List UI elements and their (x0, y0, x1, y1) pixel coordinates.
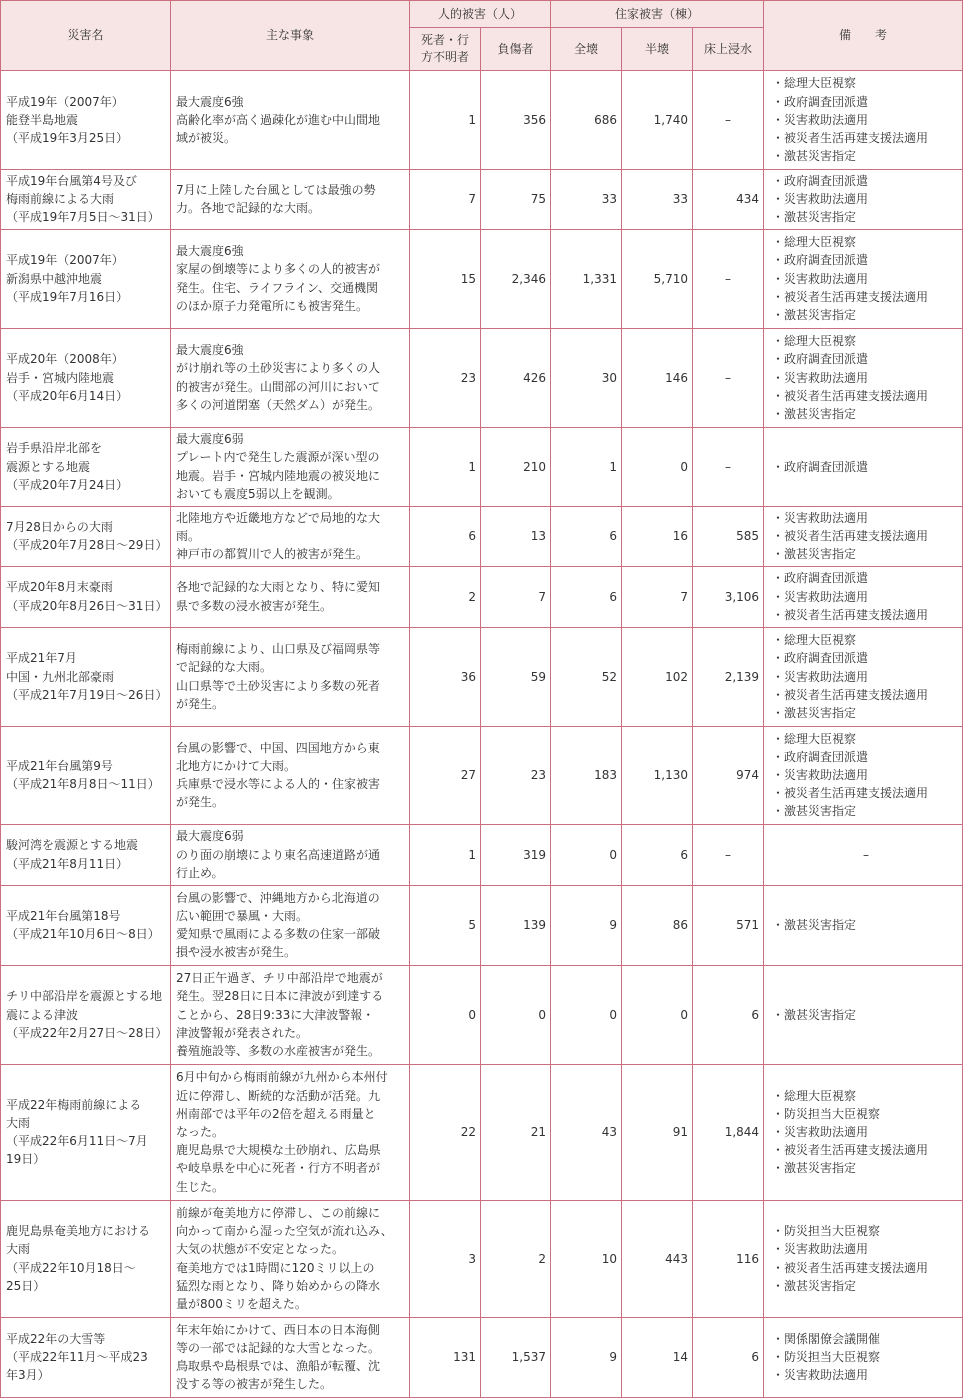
total-destroyed-cell: 1,331 (551, 229, 622, 328)
disaster-name-cell: 平成21年台風第18号 （平成21年10月6日～8日） (1, 885, 171, 965)
header-total-destroyed: 全壊 (551, 28, 622, 71)
half-destroyed-cell: 7 (622, 566, 693, 627)
injured-cell: 356 (481, 71, 551, 170)
note-item: ・災害救助法適用 (772, 669, 869, 684)
table-header (1, 1, 963, 71)
table-row (1, 328, 963, 427)
floor-flooding-cell: – (693, 824, 764, 885)
injured-cell: 210 (481, 427, 551, 506)
header-notes: 備 考 (764, 1, 963, 71)
table-row (1, 229, 963, 328)
main-event-cell: 梅雨前線により、山口県及び福岡県等 で記録的な大雨。 山口県等で土砂災害により多数の死者 が発生。 (171, 627, 410, 726)
total-destroyed-cell: 6 (551, 566, 622, 627)
table-row (1, 506, 963, 566)
floor-flooding-cell: – (693, 328, 764, 427)
main-event-cell: 最大震度6弱 のり面の崩壊により東名高速道路が通 行止め。 (171, 824, 410, 885)
floor-flooding-cell: 974 (693, 726, 764, 824)
header-floor-flooding: 床上浸水 (693, 28, 764, 71)
injured-cell: 426 (481, 328, 551, 427)
half-destroyed-cell: 1,740 (622, 71, 693, 170)
disaster-name-cell: チリ中部沿岸を震源とする地 震による津波 （平成22年2月27日～28日） (1, 965, 171, 1064)
half-destroyed-cell: 443 (622, 1200, 693, 1317)
half-destroyed-cell: 0 (622, 965, 693, 1064)
injured-cell: 23 (481, 726, 551, 824)
injured-cell: 7 (481, 566, 551, 627)
main-event-cell: 最大震度6強 がけ崩れ等の土砂災害により多くの人 的被害が発生。山間部の河川において 多くの河道閉塞（天然ダム）が発生。 (171, 328, 410, 427)
notes-cell (764, 726, 963, 824)
notes-cell (764, 566, 963, 627)
total-destroyed-cell: 6 (551, 506, 622, 566)
injured-cell: 59 (481, 627, 551, 726)
note-item: ・災害救助法適用 (772, 589, 869, 604)
header-house-damage: 住家被害（棟） (551, 1, 764, 28)
total-destroyed-cell: 0 (551, 965, 622, 1064)
notes-cell (764, 1317, 963, 1397)
half-destroyed-cell: 0 (622, 427, 693, 506)
half-destroyed-cell: 91 (622, 1064, 693, 1200)
table-row (1, 824, 963, 885)
total-destroyed-cell: 686 (551, 71, 622, 170)
notes-cell (764, 627, 963, 726)
dead-missing-cell: 7 (410, 170, 481, 230)
dead-missing-cell: 22 (410, 1064, 481, 1200)
dead-missing-cell: 15 (410, 229, 481, 328)
dead-missing-cell: 3 (410, 1200, 481, 1317)
total-destroyed-cell: 30 (551, 328, 622, 427)
note-item: ・被災者生活再建支援法適用 (772, 131, 929, 146)
note-item: ・被災者生活再建支援法適用 (772, 786, 929, 801)
note-item: ・防災担当大臣視察 (772, 1106, 881, 1121)
main-event-cell: 最大震度6強 高齢化率が高く過疎化が進む中山間地 域が被災。 (171, 71, 410, 170)
dead-missing-cell: 23 (410, 328, 481, 427)
injured-cell: 2,346 (481, 229, 551, 328)
note-item: ・総理大臣視察 (772, 334, 857, 349)
floor-flooding-cell: 6 (693, 965, 764, 1064)
note-item: ・被災者生活再建支援法適用 (772, 289, 929, 304)
disaster-name-cell: 平成21年7月 中国・九州北部豪雨 （平成21年7月19日～26日） (1, 627, 171, 726)
floor-flooding-cell: 6 (693, 1317, 764, 1397)
main-event-cell: 台風の影響で、沖縄地方から北海道の 広い範囲で暴風・大雨。 愛知県で風雨による多数の住家一部破 損や浸水被害が発生。 (171, 885, 410, 965)
note-item: ・政府調査団派遣 (772, 94, 869, 109)
table-row (1, 1064, 963, 1200)
note-item: – (863, 847, 870, 862)
note-item: ・激甚災害指定 (772, 307, 857, 322)
note-item: ・激甚災害指定 (772, 918, 857, 932)
note-item: ・被災者生活再建支援法適用 (772, 1260, 929, 1275)
note-item: ・政府調査団派遣 (772, 253, 869, 268)
half-destroyed-cell: 86 (622, 885, 693, 965)
note-item: ・総理大臣視察 (772, 731, 857, 746)
dead-missing-cell: 0 (410, 965, 481, 1064)
dead-missing-cell: 36 (410, 627, 481, 726)
dead-missing-cell: 131 (410, 1317, 481, 1397)
half-destroyed-cell: 5,710 (622, 229, 693, 328)
note-item: ・激甚災害指定 (772, 1161, 857, 1176)
note-item: ・総理大臣視察 (772, 235, 857, 250)
total-destroyed-cell: 0 (551, 824, 622, 885)
table-row (1, 71, 963, 170)
table-row (1, 566, 963, 627)
disaster-name-cell: 平成19年（2007年） 能登半島地震 （平成19年3月25日） (1, 71, 171, 170)
note-item: ・被災者生活再建支援法適用 (772, 607, 929, 622)
note-item: ・災害救助法適用 (772, 1368, 869, 1383)
notes-cell (764, 1200, 963, 1317)
note-item: ・被災者生活再建支援法適用 (772, 529, 929, 543)
header-dead-missing: 死者・行 方不明者 (410, 28, 481, 71)
main-event-cell: 27日正午過ぎ、チリ中部沿岸で地震が 発生。翌28日に日本に津波が到達する ことから、28日9:33に大津波警報・ 津波警報が発表された。 養殖施設等、多数の水産被害が発生。 (171, 965, 410, 1064)
note-item: ・激甚災害指定 (772, 210, 857, 225)
table-row (1, 1317, 963, 1397)
note-item: ・災害救助法適用 (772, 112, 869, 127)
floor-flooding-cell: 434 (693, 170, 764, 230)
half-destroyed-cell: 33 (622, 170, 693, 230)
note-item: ・災害救助法適用 (772, 768, 869, 782)
disaster-name-cell: 平成22年の大雪等 （平成22年11月～平成23 年3月） (1, 1317, 171, 1397)
injured-cell: 0 (481, 965, 551, 1064)
total-destroyed-cell: 43 (551, 1064, 622, 1200)
main-event-cell: 最大震度6弱 プレート内で発生した震源が深い型の 地震。岩手・宮城内陸地震の被災地に おいても震度5弱以上を観測。 (171, 427, 410, 506)
main-event-cell: 年末年始にかけて、西日本の日本海側 等の一部では記録的な大雪となった。 鳥取県や島根県では、漁船が転覆、沈 没する等の被害が発生した。 (171, 1317, 410, 1397)
notes-cell (764, 427, 963, 506)
injured-cell: 319 (481, 824, 551, 885)
table-row (1, 170, 963, 230)
note-item: ・激甚災害指定 (772, 705, 857, 720)
dead-missing-cell: 1 (410, 427, 481, 506)
total-destroyed-cell: 10 (551, 1200, 622, 1317)
disaster-name-cell: 平成22年梅雨前線による 大雨 （平成22年6月11日～7月 19日） (1, 1064, 171, 1200)
injured-cell: 13 (481, 506, 551, 566)
injured-cell: 21 (481, 1064, 551, 1200)
header-human-damage: 人的被害（人） (410, 1, 551, 28)
notes-cell (764, 965, 963, 1064)
notes-cell (764, 1064, 963, 1200)
note-item: ・政府調査団派遣 (772, 459, 869, 474)
disaster-name-cell: 平成21年台風第9号 （平成21年8月8日～11日） (1, 726, 171, 824)
dead-missing-cell: 1 (410, 824, 481, 885)
main-event-cell: 各地で記録的な大雨となり、特に愛知 県で多数の浸水被害が発生。 (171, 566, 410, 627)
main-event-cell: 6月中旬から梅雨前線が九州から本州付 近に停滞し、断続的な活動が活発。九 州南部では平年の2倍を超える雨量と なった。 鹿児島県で大規模な土砂崩れ、広島県 や岐阜県を中心に死者・行方不明者が 生じた。 (171, 1064, 410, 1200)
floor-flooding-cell: 3,106 (693, 566, 764, 627)
note-item: ・防災担当大臣視察 (772, 1224, 881, 1239)
main-event-cell: 北陸地方や近畿地方などで局地的な大 雨。 神戸市の都賀川で人的被害が発生。 (171, 506, 410, 566)
total-destroyed-cell: 52 (551, 627, 622, 726)
dead-missing-cell: 6 (410, 506, 481, 566)
floor-flooding-cell: 2,139 (693, 627, 764, 726)
table-row (1, 427, 963, 506)
header-injured: 負傷者 (481, 28, 551, 71)
floor-flooding-cell: – (693, 427, 764, 506)
dead-missing-cell: 1 (410, 71, 481, 170)
table-row (1, 1200, 963, 1317)
total-destroyed-cell: 1 (551, 427, 622, 506)
note-item: ・総理大臣視察 (772, 1088, 857, 1103)
disaster-name-cell: 岩手県沿岸北部を 震源とする地震 （平成20年7月24日） (1, 427, 171, 506)
disaster-name-cell: 駿河湾を震源とする地震 （平成21年8月11日） (1, 824, 171, 885)
floor-flooding-cell: 1,844 (693, 1064, 764, 1200)
main-event-cell: 前線が奄美地方に停滞し、この前線に 向かって南から湿った空気が流れ込み、 大気の状態が不安定となった。 奄美地方では1時間に120ミリ以上の 猛烈な雨となり、降り始めからの降水 量が800ミリを超えた。 (171, 1200, 410, 1317)
half-destroyed-cell: 102 (622, 627, 693, 726)
half-destroyed-cell: 6 (622, 824, 693, 885)
half-destroyed-cell: 14 (622, 1317, 693, 1397)
injured-cell: 1,537 (481, 1317, 551, 1397)
note-item: ・激甚災害指定 (772, 406, 857, 421)
disaster-name-cell: 7月28日からの大雨 （平成20年7月28日～29日） (1, 506, 171, 566)
notes-cell (764, 229, 963, 328)
disaster-name-cell: 平成20年8月末豪雨 （平成20年8月26日～31日） (1, 566, 171, 627)
notes-cell (764, 885, 963, 965)
floor-flooding-cell: – (693, 71, 764, 170)
note-item: ・激甚災害指定 (772, 1007, 857, 1022)
note-item: ・政府調査団派遣 (772, 749, 869, 764)
note-item: ・災害救助法適用 (772, 370, 869, 385)
injured-cell: 139 (481, 885, 551, 965)
half-destroyed-cell: 146 (622, 328, 693, 427)
floor-flooding-cell: 571 (693, 885, 764, 965)
note-item: ・防災担当大臣視察 (772, 1350, 881, 1364)
disaster-name-cell: 平成19年（2007年） 新潟県中越沖地震 （平成19年7月16日） (1, 229, 171, 328)
notes-cell (764, 506, 963, 566)
note-item: ・災害救助法適用 (772, 1242, 869, 1257)
table-row (1, 885, 963, 965)
disaster-name-cell: 鹿児島県奄美地方における 大雨 （平成22年10月18日～ 25日） (1, 1200, 171, 1317)
note-item: ・政府調査団派遣 (772, 174, 869, 188)
note-item: ・総理大臣視察 (772, 633, 857, 648)
floor-flooding-cell: – (693, 229, 764, 328)
floor-flooding-cell: 116 (693, 1200, 764, 1317)
note-item: ・災害救助法適用 (772, 271, 869, 286)
note-item: ・災害救助法適用 (772, 192, 869, 207)
note-item: ・激甚災害指定 (772, 547, 857, 562)
note-item: ・政府調査団派遣 (772, 352, 869, 367)
note-item: ・関係閣僚会議開催 (772, 1331, 881, 1346)
notes-cell (764, 71, 963, 170)
injured-cell: 75 (481, 170, 551, 230)
note-item: ・政府調査団派遣 (772, 571, 869, 586)
main-event-cell: 最大震度6強 家屋の倒壊等により多くの人的被害が 発生。住宅、ライフライン、交通機関 のほか原子力発電所にも被害発生。 (171, 229, 410, 328)
table-row (1, 965, 963, 1064)
total-destroyed-cell: 9 (551, 885, 622, 965)
total-destroyed-cell: 9 (551, 1317, 622, 1397)
note-item: ・被災者生活再建支援法適用 (772, 388, 929, 403)
dead-missing-cell: 5 (410, 885, 481, 965)
notes-cell (764, 824, 963, 885)
note-item: ・被災者生活再建支援法適用 (772, 1143, 929, 1158)
half-destroyed-cell: 16 (622, 506, 693, 566)
table-row (1, 627, 963, 726)
note-item: ・災害救助法適用 (772, 1125, 869, 1139)
main-event-cell: 7月に上陸した台風としては最強の勢 力。各地で記録的な大雨。 (171, 170, 410, 230)
injured-cell: 2 (481, 1200, 551, 1317)
total-destroyed-cell: 33 (551, 170, 622, 230)
floor-flooding-cell: 585 (693, 506, 764, 566)
notes-cell (764, 170, 963, 230)
note-item: ・被災者生活再建支援法適用 (772, 687, 929, 702)
note-item: ・激甚災害指定 (772, 149, 857, 164)
note-item: ・災害救助法適用 (772, 510, 869, 525)
disaster-name-cell: 平成19年台風第4号及び 梅雨前線による大雨 （平成19年7月5日～31日） (1, 170, 171, 230)
note-item: ・政府調査団派遣 (772, 651, 869, 666)
dead-missing-cell: 27 (410, 726, 481, 824)
note-item: ・総理大臣視察 (772, 76, 857, 91)
half-destroyed-cell: 1,130 (622, 726, 693, 824)
disaster-name-cell: 平成20年（2008年） 岩手・宮城内陸地震 （平成20年6月14日） (1, 328, 171, 427)
dead-missing-cell: 2 (410, 566, 481, 627)
header-disaster-name: 災害名 (1, 1, 171, 71)
total-destroyed-cell: 183 (551, 726, 622, 824)
notes-cell (764, 328, 963, 427)
note-item: ・激甚災害指定 (772, 1278, 857, 1293)
table-body (1, 71, 963, 1398)
header-half-destroyed: 半壊 (622, 28, 693, 71)
header-main-events: 主な事象 (171, 1, 410, 71)
main-event-cell: 台風の影響で、中国、四国地方から東 北地方にかけて大雨。 兵庫県で浸水等による人的・住家被害 が発生。 (171, 726, 410, 824)
note-item: ・激甚災害指定 (772, 804, 857, 819)
table-row (1, 726, 963, 824)
